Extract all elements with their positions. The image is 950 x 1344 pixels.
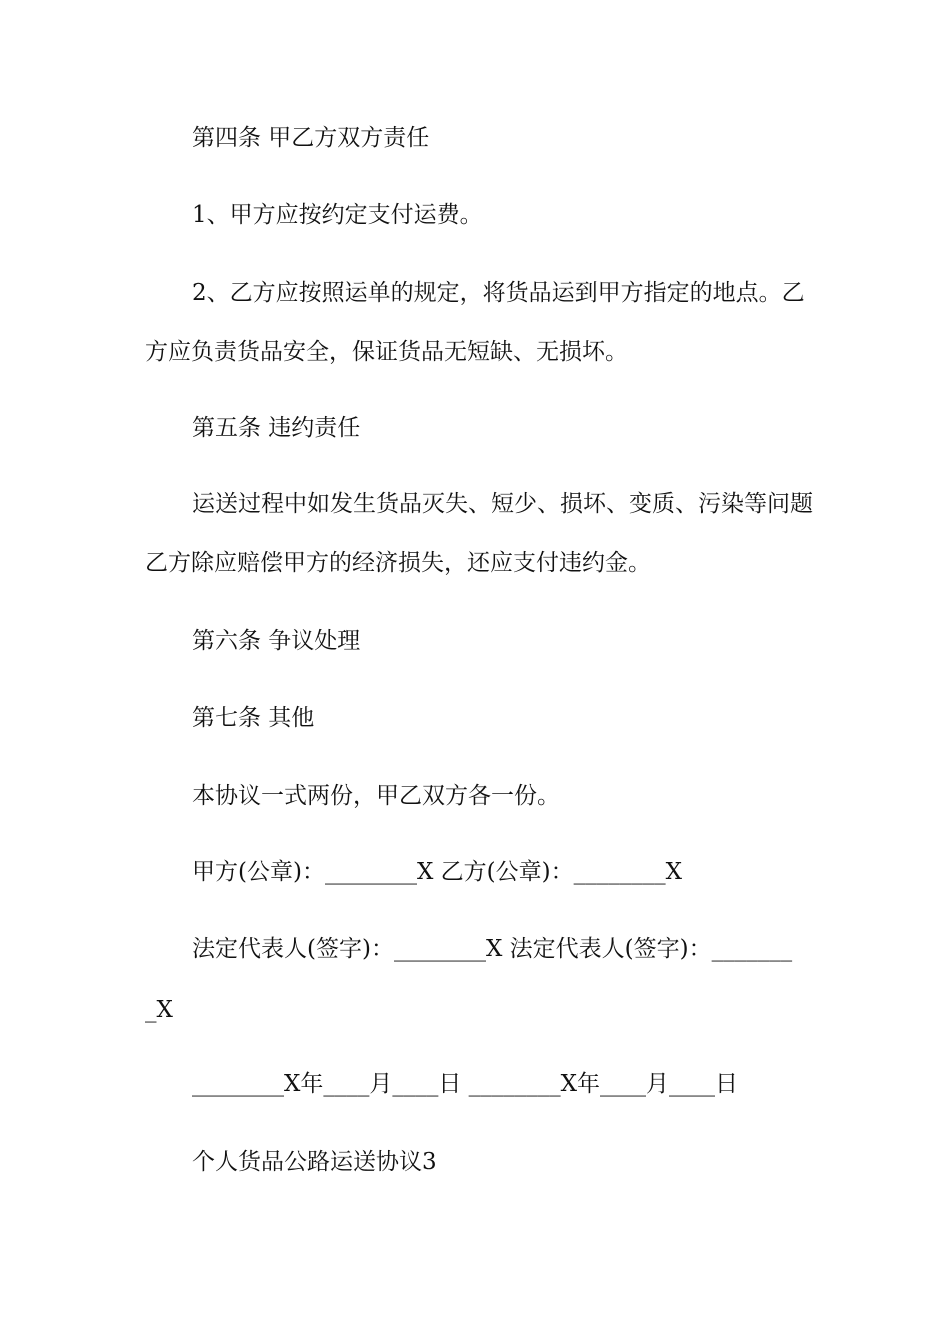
article-5-heading: 第五条 违约责任 <box>192 415 361 441</box>
party-seal-line: 甲方(公章)：________X 乙方(公章)：________X <box>192 859 682 885</box>
clause-2-line-2: 方应负责货品安全，保证货品无短缺、无损坏。 <box>145 339 628 365</box>
representative-signature-continuation: _X <box>145 997 173 1023</box>
article-7-heading: 第七条 其他 <box>192 705 315 731</box>
article-5-text-line-2: 乙方除应赔偿甲方的经济损失，还应支付违约金。 <box>145 550 651 576</box>
clause-2-line-1: 2、乙方应按照运单的规定，将货品运到甲方指定的地点。乙 <box>192 280 805 306</box>
date-line: ________X年____月____日 ________X年____月____日 <box>192 1071 739 1097</box>
copies-statement: 本协议一式两份，甲乙双方各一份。 <box>192 783 560 809</box>
article-5-text-line-1: 运送过程中如发生货品灭失、短少、损坏、变质、污染等问题 <box>192 491 813 517</box>
next-agreement-title: 个人货品公路运送协议3 <box>192 1149 437 1175</box>
article-4-heading: 第四条 甲乙方双方责任 <box>192 125 430 151</box>
clause-1: 1、甲方应按约定支付运费。 <box>192 202 483 228</box>
representative-signature-line: 法定代表人(签字)：________X 法定代表人(签字)：_______ <box>192 936 793 962</box>
article-6-heading: 第六条 争议处理 <box>192 628 361 654</box>
